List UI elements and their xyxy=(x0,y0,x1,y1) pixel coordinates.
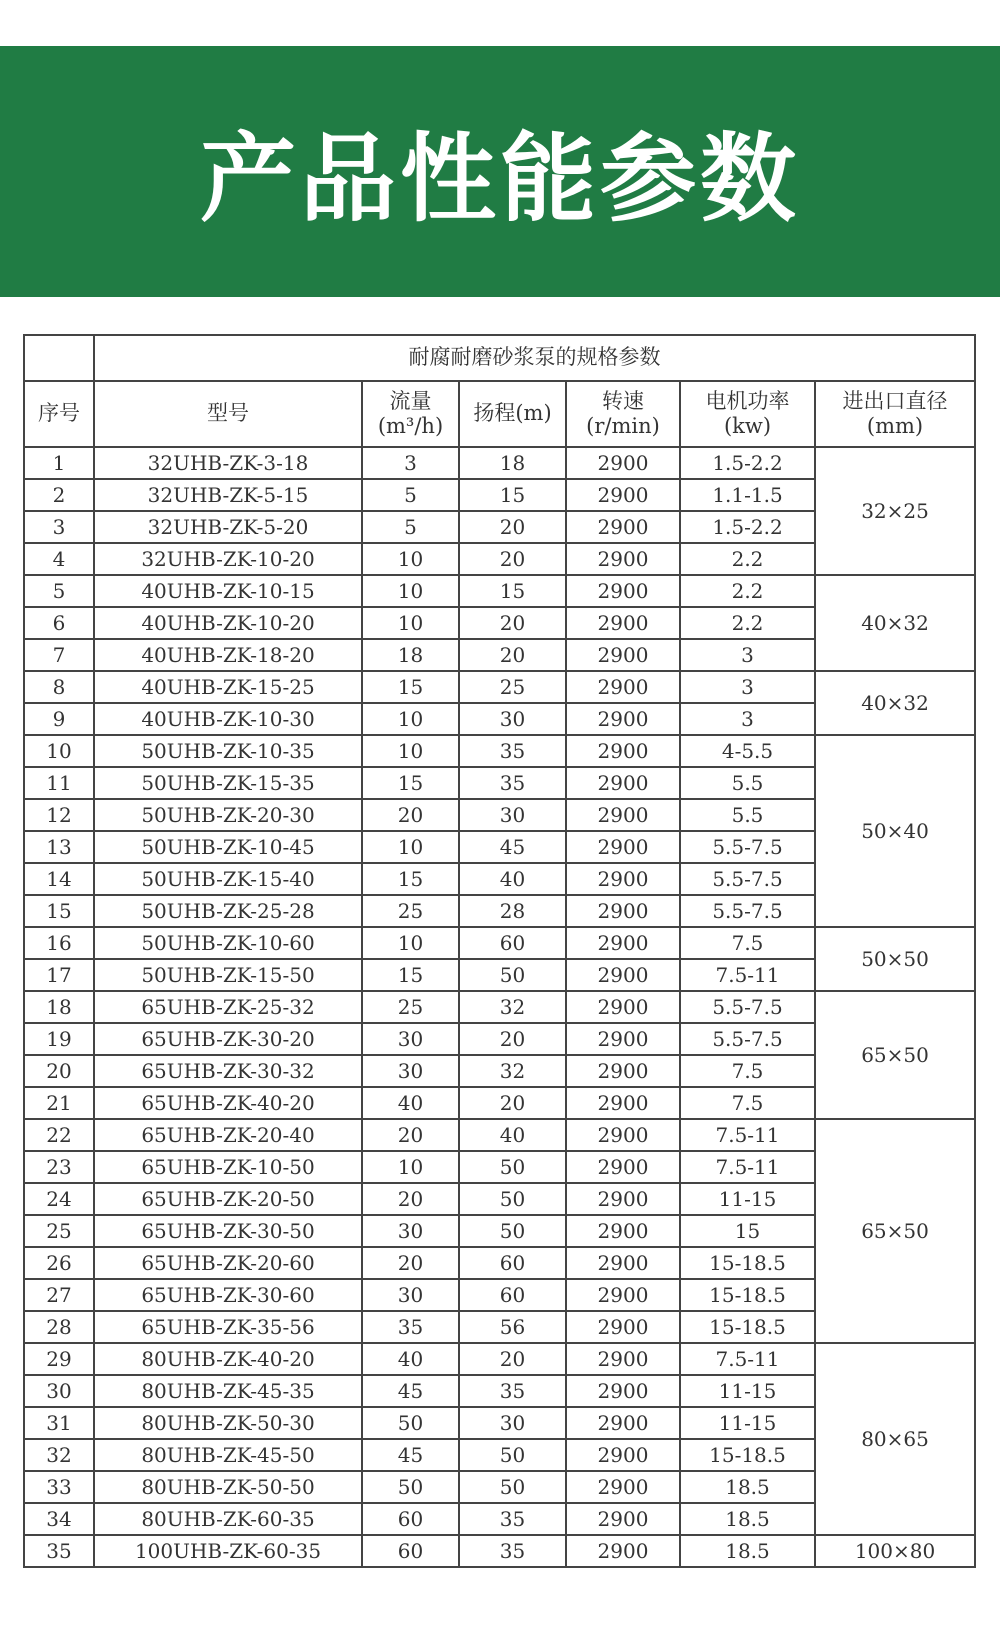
cell-power: 5.5-7.5 xyxy=(680,831,815,863)
cell-head: 32 xyxy=(459,991,566,1023)
cell-model: 65UHB-ZK-25-32 xyxy=(94,991,362,1023)
cell-flow: 45 xyxy=(362,1439,459,1471)
cell-flow: 10 xyxy=(362,927,459,959)
cell-flow: 10 xyxy=(362,1151,459,1183)
cell-power: 5.5-7.5 xyxy=(680,895,815,927)
cell-speed: 2900 xyxy=(566,1407,680,1439)
cell-head: 50 xyxy=(459,959,566,991)
cell-power: 4-5.5 xyxy=(680,735,815,767)
cell-speed: 2900 xyxy=(566,991,680,1023)
cell-head: 20 xyxy=(459,511,566,543)
cell-speed: 2900 xyxy=(566,511,680,543)
cell-speed: 2900 xyxy=(566,1183,680,1215)
col-header-diameter-label: 进出口直径 xyxy=(842,388,948,413)
cell-diameter: 50×40 xyxy=(815,735,975,927)
cell-index: 19 xyxy=(24,1023,94,1055)
cell-model: 80UHB-ZK-45-35 xyxy=(94,1375,362,1407)
cell-model: 65UHB-ZK-30-32 xyxy=(94,1055,362,1087)
cell-head: 28 xyxy=(459,895,566,927)
cell-head: 40 xyxy=(459,1119,566,1151)
cell-speed: 2900 xyxy=(566,799,680,831)
cell-head: 15 xyxy=(459,479,566,511)
cell-flow: 5 xyxy=(362,511,459,543)
cell-flow: 20 xyxy=(362,1119,459,1151)
cell-speed: 2900 xyxy=(566,767,680,799)
cell-power: 2.2 xyxy=(680,607,815,639)
cell-model: 32UHB-ZK-10-20 xyxy=(94,543,362,575)
col-header-power-label: 电机功率 xyxy=(705,388,790,413)
cell-head: 20 xyxy=(459,1343,566,1375)
cell-model: 50UHB-ZK-15-35 xyxy=(94,767,362,799)
col-header-head: 扬程(m) xyxy=(459,381,566,447)
cell-model: 32UHB-ZK-5-15 xyxy=(94,479,362,511)
cell-flow: 15 xyxy=(362,767,459,799)
table-row xyxy=(24,735,975,767)
cell-power: 5.5-7.5 xyxy=(680,991,815,1023)
cell-index: 22 xyxy=(24,1119,94,1151)
cell-speed: 2900 xyxy=(566,1151,680,1183)
cell-speed: 2900 xyxy=(566,1375,680,1407)
cell-power: 5.5 xyxy=(680,799,815,831)
cell-speed: 2900 xyxy=(566,703,680,735)
col-header-speed xyxy=(566,381,680,447)
cell-power: 3 xyxy=(680,639,815,671)
cell-head: 56 xyxy=(459,1311,566,1343)
cell-speed: 2900 xyxy=(566,1279,680,1311)
cell-head: 25 xyxy=(459,671,566,703)
cell-power: 5.5-7.5 xyxy=(680,863,815,895)
cell-speed: 2900 xyxy=(566,543,680,575)
cell-power: 7.5 xyxy=(680,1055,815,1087)
cell-flow: 15 xyxy=(362,671,459,703)
table-row xyxy=(24,671,975,703)
cell-diameter: 65×50 xyxy=(815,991,975,1119)
cell-diameter: 50×50 xyxy=(815,927,975,991)
cell-power: 15-18.5 xyxy=(680,1439,815,1471)
cell-index: 8 xyxy=(24,671,94,703)
cell-head: 20 xyxy=(459,607,566,639)
cell-head: 35 xyxy=(459,1375,566,1407)
cell-index: 21 xyxy=(24,1087,94,1119)
cell-flow: 30 xyxy=(362,1023,459,1055)
cell-model: 65UHB-ZK-35-56 xyxy=(94,1311,362,1343)
table-row xyxy=(24,1119,975,1151)
cell-index: 1 xyxy=(24,447,94,479)
cell-speed: 2900 xyxy=(566,1311,680,1343)
cell-flow: 3 xyxy=(362,447,459,479)
cell-index: 16 xyxy=(24,927,94,959)
cell-model: 65UHB-ZK-10-50 xyxy=(94,1151,362,1183)
table-row xyxy=(24,927,975,959)
cell-model: 50UHB-ZK-20-30 xyxy=(94,799,362,831)
cell-model: 65UHB-ZK-30-20 xyxy=(94,1023,362,1055)
cell-head: 50 xyxy=(459,1151,566,1183)
cell-index: 6 xyxy=(24,607,94,639)
cell-speed: 2900 xyxy=(566,1471,680,1503)
cell-head: 40 xyxy=(459,863,566,895)
cell-power: 15-18.5 xyxy=(680,1311,815,1343)
cell-flow: 30 xyxy=(362,1279,459,1311)
cell-head: 20 xyxy=(459,1023,566,1055)
cell-flow: 10 xyxy=(362,703,459,735)
cell-head: 50 xyxy=(459,1183,566,1215)
cell-flow: 40 xyxy=(362,1343,459,1375)
cell-head: 50 xyxy=(459,1471,566,1503)
cell-model: 50UHB-ZK-15-40 xyxy=(94,863,362,895)
cell-diameter: 65×50 xyxy=(815,1119,975,1343)
cell-index: 15 xyxy=(24,895,94,927)
cell-model: 50UHB-ZK-10-45 xyxy=(94,831,362,863)
cell-model: 40UHB-ZK-18-20 xyxy=(94,639,362,671)
cell-index: 20 xyxy=(24,1055,94,1087)
cell-power: 1.5-2.2 xyxy=(680,511,815,543)
cell-index: 32 xyxy=(24,1439,94,1471)
cell-model: 65UHB-ZK-30-60 xyxy=(94,1279,362,1311)
cell-head: 30 xyxy=(459,799,566,831)
cell-power: 18.5 xyxy=(680,1535,815,1567)
cell-flow: 18 xyxy=(362,639,459,671)
cell-head: 50 xyxy=(459,1439,566,1471)
cell-flow: 50 xyxy=(362,1471,459,1503)
cell-head: 45 xyxy=(459,831,566,863)
col-header-speed-label: 转速 xyxy=(602,388,644,413)
cell-speed: 2900 xyxy=(566,1023,680,1055)
cell-index: 4 xyxy=(24,543,94,575)
cell-flow: 15 xyxy=(362,863,459,895)
table-row xyxy=(24,991,975,1023)
cell-index: 27 xyxy=(24,1279,94,1311)
cell-index: 23 xyxy=(24,1151,94,1183)
cell-diameter: 100×80 xyxy=(815,1535,975,1567)
cell-model: 65UHB-ZK-20-40 xyxy=(94,1119,362,1151)
cell-flow: 10 xyxy=(362,575,459,607)
cell-flow: 40 xyxy=(362,1087,459,1119)
cell-speed: 2900 xyxy=(566,863,680,895)
cell-diameter: 80×65 xyxy=(815,1343,975,1535)
cell-power: 1.1-1.5 xyxy=(680,479,815,511)
cell-flow: 10 xyxy=(362,735,459,767)
cell-speed: 2900 xyxy=(566,1087,680,1119)
cell-speed: 2900 xyxy=(566,671,680,703)
cell-model: 65UHB-ZK-20-60 xyxy=(94,1247,362,1279)
cell-index: 34 xyxy=(24,1503,94,1535)
banner-title: 产品性能参数 xyxy=(200,123,800,235)
cell-power: 7.5-11 xyxy=(680,1343,815,1375)
cell-power: 7.5 xyxy=(680,927,815,959)
cell-model: 65UHB-ZK-20-50 xyxy=(94,1183,362,1215)
cell-head: 60 xyxy=(459,1279,566,1311)
cell-power: 5.5-7.5 xyxy=(680,1023,815,1055)
cell-model: 80UHB-ZK-50-30 xyxy=(94,1407,362,1439)
spec-table-body xyxy=(24,447,975,1567)
cell-speed: 2900 xyxy=(566,1439,680,1471)
cell-index: 28 xyxy=(24,1311,94,1343)
cell-model: 80UHB-ZK-40-20 xyxy=(94,1343,362,1375)
cell-index: 26 xyxy=(24,1247,94,1279)
cell-head: 50 xyxy=(459,1215,566,1247)
col-header-diameter-unit: (mm) xyxy=(866,414,924,438)
cell-model: 100UHB-ZK-60-35 xyxy=(94,1535,362,1567)
cell-power: 11-15 xyxy=(680,1375,815,1407)
cell-flow: 30 xyxy=(362,1215,459,1247)
cell-model: 50UHB-ZK-10-60 xyxy=(94,927,362,959)
cell-index: 12 xyxy=(24,799,94,831)
cell-flow: 20 xyxy=(362,1183,459,1215)
header-row xyxy=(24,381,975,447)
cell-index: 14 xyxy=(24,863,94,895)
col-header-flow xyxy=(362,381,459,447)
cell-power: 11-15 xyxy=(680,1407,815,1439)
cell-speed: 2900 xyxy=(566,895,680,927)
cell-flow: 20 xyxy=(362,1247,459,1279)
cell-head: 20 xyxy=(459,639,566,671)
cell-head: 32 xyxy=(459,1055,566,1087)
cell-speed: 2900 xyxy=(566,447,680,479)
cell-diameter: 40×32 xyxy=(815,575,975,671)
col-header-diameter xyxy=(815,381,975,447)
cell-power: 1.5-2.2 xyxy=(680,447,815,479)
cell-model: 40UHB-ZK-15-25 xyxy=(94,671,362,703)
col-header-power-unit: (kw) xyxy=(723,414,772,438)
cell-speed: 2900 xyxy=(566,575,680,607)
col-header-model: 型号 xyxy=(94,381,362,447)
cell-model: 80UHB-ZK-45-50 xyxy=(94,1439,362,1471)
cell-flow: 25 xyxy=(362,991,459,1023)
cell-head: 35 xyxy=(459,735,566,767)
cell-speed: 2900 xyxy=(566,479,680,511)
table-row xyxy=(24,1343,975,1375)
cell-index: 24 xyxy=(24,1183,94,1215)
cell-power: 11-15 xyxy=(680,1183,815,1215)
cell-power: 7.5 xyxy=(680,1087,815,1119)
cell-index: 18 xyxy=(24,991,94,1023)
cell-index: 9 xyxy=(24,703,94,735)
col-header-index: 序号 xyxy=(24,381,94,447)
cell-model: 50UHB-ZK-25-28 xyxy=(94,895,362,927)
cell-index: 11 xyxy=(24,767,94,799)
cell-speed: 2900 xyxy=(566,607,680,639)
cell-index: 13 xyxy=(24,831,94,863)
cell-model: 65UHB-ZK-40-20 xyxy=(94,1087,362,1119)
cell-head: 30 xyxy=(459,1407,566,1439)
cell-speed: 2900 xyxy=(566,1535,680,1567)
cell-index: 25 xyxy=(24,1215,94,1247)
cell-head: 35 xyxy=(459,1535,566,1567)
cell-index: 10 xyxy=(24,735,94,767)
cell-index: 7 xyxy=(24,639,94,671)
cell-head: 35 xyxy=(459,1503,566,1535)
table-caption: 耐腐耐磨砂浆泵的规格参数 xyxy=(94,335,975,381)
cell-speed: 2900 xyxy=(566,959,680,991)
cell-flow: 10 xyxy=(362,831,459,863)
cell-flow: 25 xyxy=(362,895,459,927)
cell-speed: 2900 xyxy=(566,831,680,863)
cell-flow: 60 xyxy=(362,1503,459,1535)
cell-power: 7.5-11 xyxy=(680,959,815,991)
cell-speed: 2900 xyxy=(566,639,680,671)
cell-model: 65UHB-ZK-30-50 xyxy=(94,1215,362,1247)
cell-speed: 2900 xyxy=(566,1343,680,1375)
cell-index: 2 xyxy=(24,479,94,511)
cell-model: 40UHB-ZK-10-30 xyxy=(94,703,362,735)
col-header-flow-unit: (m³/h) xyxy=(377,414,444,438)
cell-power: 15-18.5 xyxy=(680,1279,815,1311)
cell-flow: 5 xyxy=(362,479,459,511)
cell-model: 80UHB-ZK-60-35 xyxy=(94,1503,362,1535)
cell-power: 18.5 xyxy=(680,1471,815,1503)
cell-model: 80UHB-ZK-50-50 xyxy=(94,1471,362,1503)
col-header-speed-unit: (r/min) xyxy=(586,414,660,438)
table-row xyxy=(24,1535,975,1567)
cell-power: 18.5 xyxy=(680,1503,815,1535)
table-row xyxy=(24,575,975,607)
cell-flow: 30 xyxy=(362,1055,459,1087)
blank-caption-cell xyxy=(24,335,94,381)
cell-power: 7.5-11 xyxy=(680,1119,815,1151)
table-row xyxy=(24,447,975,479)
col-header-power xyxy=(680,381,815,447)
col-header-flow-label: 流量 xyxy=(389,388,432,413)
cell-speed: 2900 xyxy=(566,1503,680,1535)
cell-index: 3 xyxy=(24,511,94,543)
cell-power: 2.2 xyxy=(680,575,815,607)
cell-speed: 2900 xyxy=(566,1247,680,1279)
cell-index: 35 xyxy=(24,1535,94,1567)
cell-head: 60 xyxy=(459,1247,566,1279)
cell-head: 30 xyxy=(459,703,566,735)
cell-head: 18 xyxy=(459,447,566,479)
cell-power: 15-18.5 xyxy=(680,1247,815,1279)
cell-flow: 50 xyxy=(362,1407,459,1439)
cell-model: 40UHB-ZK-10-15 xyxy=(94,575,362,607)
cell-model: 32UHB-ZK-3-18 xyxy=(94,447,362,479)
cell-flow: 15 xyxy=(362,959,459,991)
cell-power: 3 xyxy=(680,703,815,735)
cell-index: 33 xyxy=(24,1471,94,1503)
cell-flow: 20 xyxy=(362,799,459,831)
cell-diameter: 40×32 xyxy=(815,671,975,735)
cell-power: 3 xyxy=(680,671,815,703)
cell-head: 20 xyxy=(459,1087,566,1119)
cell-flow: 10 xyxy=(362,607,459,639)
cell-index: 31 xyxy=(24,1407,94,1439)
cell-power: 2.2 xyxy=(680,543,815,575)
cell-flow: 45 xyxy=(362,1375,459,1407)
cell-head: 20 xyxy=(459,543,566,575)
cell-speed: 2900 xyxy=(566,1215,680,1247)
cell-index: 5 xyxy=(24,575,94,607)
cell-model: 40UHB-ZK-10-20 xyxy=(94,607,362,639)
cell-flow: 10 xyxy=(362,543,459,575)
cell-speed: 2900 xyxy=(566,735,680,767)
cell-flow: 35 xyxy=(362,1311,459,1343)
cell-index: 29 xyxy=(24,1343,94,1375)
cell-power: 5.5 xyxy=(680,767,815,799)
cell-head: 60 xyxy=(459,927,566,959)
caption-row xyxy=(24,335,975,381)
cell-index: 30 xyxy=(24,1375,94,1407)
cell-head: 35 xyxy=(459,767,566,799)
cell-diameter: 32×25 xyxy=(815,447,975,575)
cell-model: 50UHB-ZK-15-50 xyxy=(94,959,362,991)
cell-speed: 2900 xyxy=(566,1119,680,1151)
cell-head: 15 xyxy=(459,575,566,607)
header-banner xyxy=(0,46,1000,297)
cell-speed: 2900 xyxy=(566,1055,680,1087)
cell-flow: 60 xyxy=(362,1535,459,1567)
cell-model: 50UHB-ZK-10-35 xyxy=(94,735,362,767)
spec-table xyxy=(23,334,976,1568)
cell-power: 7.5-11 xyxy=(680,1151,815,1183)
cell-speed: 2900 xyxy=(566,927,680,959)
cell-model: 32UHB-ZK-5-20 xyxy=(94,511,362,543)
cell-power: 15 xyxy=(680,1215,815,1247)
cell-index: 17 xyxy=(24,959,94,991)
